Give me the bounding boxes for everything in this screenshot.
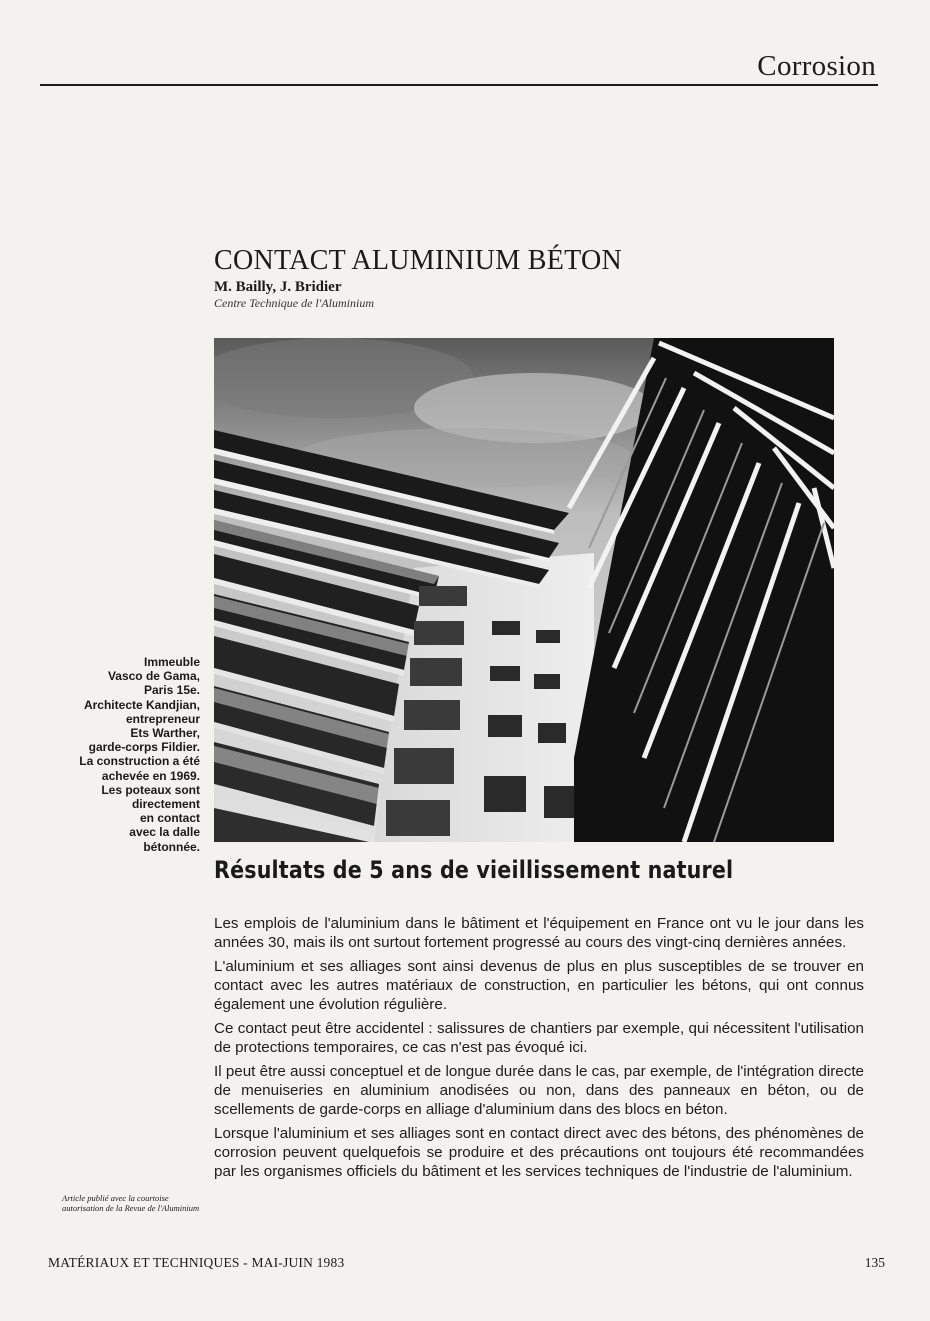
body-paragraph: Ce contact peut être accidentel : salissures de chantiers par exemple, qui nécessitent l'utilisation de protections temporaires, ce cas n'est pas évoqué ici. — [214, 1020, 864, 1056]
section-title: Corrosion — [757, 50, 876, 82]
body-paragraph: L'aluminium et ses alliages sont ainsi devenus de plus en plus susceptibles de se trouver en contact avec les autres matériaux de construction, en particulier les bétons, qui ont connus également une évolution régulière. — [214, 958, 864, 1013]
article-affiliation: Centre Technique de l'Aluminium — [214, 296, 374, 310]
body-paragraph: Lorsque l'aluminium et ses alliages sont en contact direct avec des bétons, des phénomènes de corrosion peuvent quelquefois se produire et des précautions ont toujours été recommandées par les organismes officiels du bâtiment et les services techniques de l'industrie de l'aluminium. — [214, 1125, 864, 1180]
caption-line: entrepreneur — [125, 711, 200, 726]
footer-journal: MATÉRIAUX ET TECHNIQUES - MAI-JUIN 1983 — [48, 1255, 345, 1270]
caption-line: directement — [131, 797, 200, 812]
side-note: Article publié avec la courtoise autorisation de la Revue de l'Aluminium — [62, 1193, 200, 1213]
caption-line: Paris 15e. — [143, 683, 200, 698]
article-subtitle: Résultats de 5 ans de vieillissement naturel — [214, 856, 734, 884]
body-paragraph: Les emplois de l'aluminium dans le bâtiment et l'équipement en France ont vu le jour dans les années 30, mais ils ont surtout fortement progressé au cours des vingt-cinq dernières années. — [214, 915, 864, 951]
caption-line: Les poteaux sont — [101, 782, 200, 797]
caption-line: en contact — [139, 811, 200, 826]
caption-line: achevée en 1969. — [101, 768, 200, 783]
caption-line: Architecte Kandjian, — [83, 697, 200, 712]
caption-line: La construction a été — [79, 754, 200, 769]
body-paragraph: Il peut être aussi conceptuel et de longue durée dans le cas, par exemple, de l'intégration directe de menuiseries en aluminium anodisées ou non, dans des panneaux en béton, ou de scellements de garde-corps en alliage d'aluminium dans des blocs en béton. — [214, 1063, 864, 1118]
header-rule — [40, 84, 878, 86]
article-authors: M. Bailly, J. Bridier — [214, 279, 342, 295]
article-body — [214, 914, 864, 1186]
caption-line: garde-corps Fildier. — [88, 740, 200, 755]
caption-line: Immeuble — [143, 655, 200, 669]
caption-line: Ets Warther, — [130, 726, 200, 741]
caption-line: bétonnée. — [143, 839, 200, 854]
page-number: 135 — [864, 1255, 885, 1270]
caption-line: avec la dalle — [129, 825, 200, 840]
article-title: CONTACT ALUMINIUM BÉTON — [214, 245, 623, 276]
caption-line: Vasco de Gama, — [107, 669, 200, 684]
photo-caption — [40, 655, 200, 854]
building-photo — [214, 338, 834, 842]
